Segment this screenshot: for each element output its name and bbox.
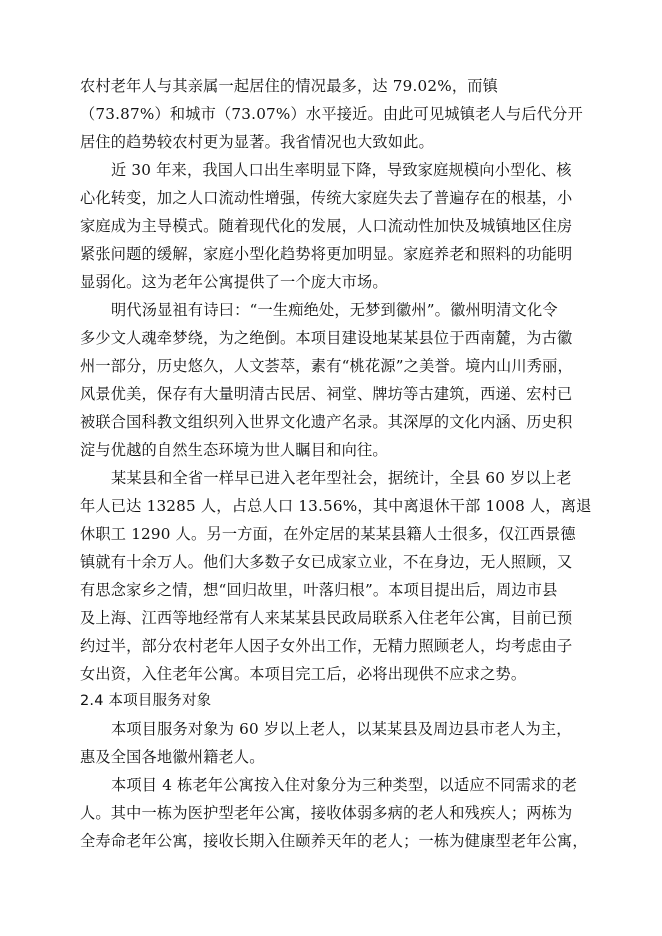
paragraph-line: 本项目服务对象为 60 岁以上老人，以某某县及周边县市老人为主， [111,720,572,738]
paragraph-line: 有思念家乡之情，想“回归故里，叶落归根”。本项目提出后，周边市县 [80,581,558,599]
paragraph-line: 被联合国科教文组织列入世界文化遗产名录。其深厚的文化内涵、历史积 [80,413,573,431]
paragraph-line: 某某县和全省一样早已进入老年型社会，据统计，全县 60 岁以上老 [111,469,572,487]
paragraph-line: 休职工 1290 人。另一方面，在外定居的某某县籍人士很多，仅江西景德 [80,525,576,543]
paragraph-line: 人。其中一栋为医护型老年公寓，接收体弱多病的老人和残疾人；两栋为 [80,804,573,822]
paragraph-line: 女出资，入住老年公寓。本项目完工后，必将出现供不应求之势。 [80,665,527,683]
paragraph-line: 紧张问题的缓解，家庭小型化趋势将更加明显。家庭养老和照料的功能明 [80,245,573,263]
paragraph-line: 州一部分，历史悠久，人文荟萃，素有“桃花源”之美誉。境内山川秀丽， [80,357,573,375]
paragraph-line: 近 30 年来，我国人口出生率明显下降，导致家庭规模向小型化、核 [111,161,572,179]
paragraph-line: 风景优美，保存有大量明清古民居、祠堂、牌坊等古建筑，西递、宏村已 [80,385,573,403]
paragraph-line: 显弱化。这为老年公寓提供了一个庞大市场。 [80,273,388,291]
paragraph-line: 淀与优越的自然生态环境为世人瞩目和向往。 [80,441,388,459]
paragraph-line: 家庭成为主导模式。随着现代化的发展，人口流动性加快及城镇地区住房 [80,217,573,235]
paragraph-line: 全寿命老年公寓，接收长期入住颐养天年的老人；一栋为健康型老年公寓， [80,832,588,850]
paragraph-line: 农村老年人与其亲属一起居住的情况最多，达 79.02%，而镇 [80,77,499,95]
paragraph-line: 镇就有十余万人。他们大多数子女已成家立业，不在身边，无人照顾，又 [80,553,573,571]
section-heading: 2.4 本项目服务对象 [80,693,212,709]
paragraph-line: 年人已达 13285 人，占总人口 13.56%，其中离退休干部 1008 人，离退 [80,497,592,515]
paragraph-line: 本项目 4 栋老年公寓按入住对象分为三种类型，以适应不同需求的老 [111,776,578,794]
paragraph-line: 约过半，部分农村老年人因子女外出工作，无精力照顾老人，均考虑由子 [80,637,573,655]
paragraph-line: 及上海、江西等地经常有人来某某县民政局联系入住老年公寓，目前已预 [80,609,573,627]
paragraph-line: （73.87%）和城市（73.07%）水平接近。由此可见城镇老人与后代分开 [80,105,583,123]
paragraph-line: 多少文人魂牵梦绕，为之绝倒。本项目建设地某某县位于西南麓，为古徽 [80,329,573,347]
paragraph-line: 惠及全国各地徽州籍老人。 [80,748,265,766]
paragraph-line: 心化转变，加之人口流动性增强，传统大家庭失去了普遍存在的根基，小 [80,189,573,207]
paragraph-line: 明代汤显祖有诗曰：“一生痴绝处，无梦到徽州”。徽州明清文化令 [111,301,558,319]
paragraph-line: 居住的趋势较农村更为显著。我省情况也大致如此。 [80,133,434,151]
